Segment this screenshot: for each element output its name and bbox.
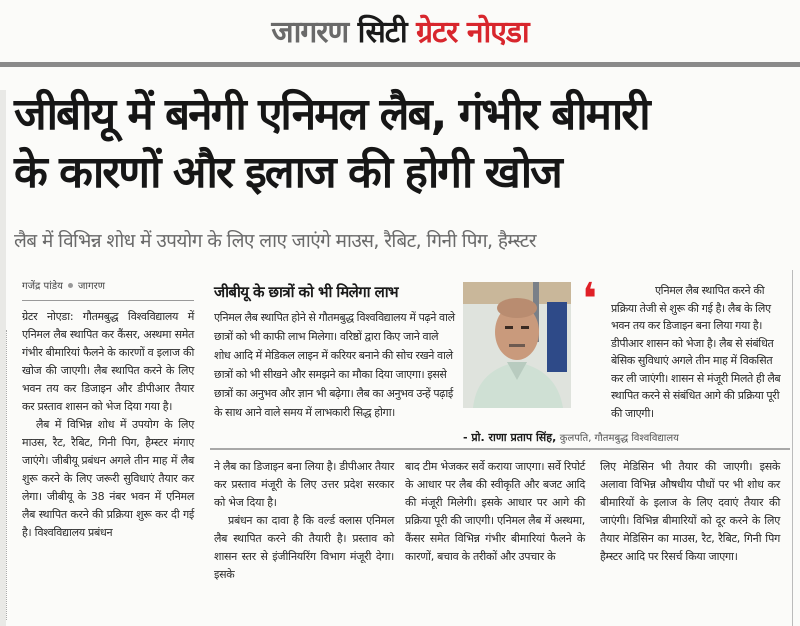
- page-right-border: [792, 270, 793, 626]
- byline: [22, 278, 105, 292]
- byline-rule: [22, 300, 194, 301]
- paragraph: बाद टीम भेजकर सर्वे कराया जाएगा। सर्वे रिपोर्ट के आधार पर लैब की स्वीकृति और बजट आदि की मंजूरी मिलेगी। इसके आधार पर आगे की प्रक्रिया पूरी की जाएगी। एनिमल लैब में अस्थमा, कैंसर समेत विभिन्न गंभीर बीमारियां फैलने के कारणों, बचाव के तरीकों और उपचार के: [405, 460, 585, 563]
- paragraph: लैब में विभिन्न शोध में उपयोग के लिए माउस, रैट, रैबिट, गिनी पिग, हैम्स्टर मंगाए जाएंगे। जीबीयू प्रबंधन अगले तीन माह में लैब शुरू करने के लिए जरूरी सुविधाएं तैयार कर लेगा। जीबीयू के 38 नंबर भवन में एनिमल लैब स्थापित करने की प्रक्रिया शुरू कर दी गई है। विश्वविद्यालय प्रबंधन: [22, 418, 194, 539]
- attribution-name: - प्रो. राणा प्रताप सिंह,: [463, 431, 557, 444]
- quote-mark-icon: ❛: [582, 274, 598, 325]
- byline-source: जागरण: [77, 281, 105, 292]
- masthead-greater-noida: ग्रेटर नोएडा: [416, 15, 529, 50]
- column-divider: [6, 330, 7, 620]
- sidebox-text: एनिमल लैब स्थापित होने से गौतमबुद्ध विश्वविद्यालय में पढ़ने वाले छात्रों को भी काफी लाभ मिलेगा। वरिष्ठों द्वारा किए जाने वाले शोध आदि में मेडिकल लाइन में करियर बनाने की सोच रखने वाले छात्रों को भी सीखने और समझने का मौका दिया जाएगा। इससे छात्रों का अनुभव और ज्ञान भी बढ़ेगा। लैब का अनुभव उन्हें पढ़ाई के साथ आने वाले समय में लाभकारी सिद्ध होगा।: [214, 311, 455, 419]
- bullet-icon: [68, 283, 73, 288]
- quote-attribution: [463, 430, 679, 445]
- paragraph: लिए मेडिसिन भी तैयार की जाएगी। इसके अलावा विभिन्न औषधीय पौधों पर भी शोध कर बीमारियों के इलाज के लिए दवाएं तैयार की जाएंगी। विभिन्न बीमारियों को दूर करने के लिए तैयार मेडिसिन का माउस, रैट, रैबिट, गिनी पिग हैम्स्टर आदि पर रिसर्च किया जाएगा।: [600, 460, 780, 563]
- paragraph: ग्रेटर नोएडा: गौतमबुद्ध विश्वविद्यालय में एनिमल लैब स्थापित कर कैंसर, अस्थमा समेत गंभीर बीमारियां फैलने के कारणों व इलाज की खोज की जाएगी। लैब स्थापित करने के लिए भवन तय कर डिजाइन और डीपीआर तैयार कर प्रस्ताव शासन को भेज दिया गया है।: [22, 310, 194, 413]
- masthead: [0, 0, 800, 62]
- article-column-4: [600, 458, 780, 566]
- masthead-city: सिटी: [357, 15, 407, 50]
- paragraph: ने लैब का डिजाइन बना लिया है। डीपीआर तैयार कर प्रस्ताव मंजूरी के लिए उत्तर प्रदेश सरकार को भेज दिया है।: [214, 460, 395, 509]
- section-rule: [210, 448, 790, 450]
- article-column-3: [405, 458, 585, 566]
- attribution-role: कुलपति, गौतमबुद्ध विश्वविद्यालय: [559, 433, 679, 444]
- article-column-2: [214, 458, 394, 584]
- sidebox-title: जीबीयू के छात्रों को भी मिलेगा लाभ: [214, 283, 398, 301]
- masthead-jagran: जागरण: [271, 15, 349, 50]
- headline-line-2: के कारणों और इलाज की होगी खोज: [14, 147, 561, 198]
- masthead-rule: [0, 62, 800, 67]
- paragraph: प्रबंधन का दावा है कि वर्ल्ड क्लास एनिमल लैब स्थापित करने की तैयारी है। प्रस्ताव को शासन स्तर से इंजीनियरिंग विभाग मंजूरी देगा। इसके: [214, 514, 394, 581]
- subheadline: लैब में विभिन्न शोध में उपयोग के लिए लाए जाएंगे माउस, रैबिट, गिनी पिग, हैम्स्टर: [14, 230, 536, 252]
- quote-body: एनिमल लैब स्थापित करने की प्रक्रिया तेजी से शुरू की गई है। लैब के लिए भवन तय कर डिजाइन बना लिया गया है। डीपीआर शासन को भेजा है। लैब से संबंधित बेसिक सुविधाएं अगले तीन माह में विकसित कर ली जाएंगी। शासन से मंजूरी मिलते ही लैब स्थापित करने से संबंधित आगे की प्रक्रिया पूरी की जाएगी।: [611, 284, 781, 420]
- article-column-1: [22, 308, 194, 542]
- masthead-logo: [271, 10, 528, 51]
- byline-author: गजेंद्र पांडेय: [22, 281, 63, 292]
- quote-text: [463, 274, 781, 422]
- headline-line-1: जीबीयू में बनेगी एनिमल लैब, गंभीर बीमारी: [14, 89, 649, 140]
- headline: [14, 86, 774, 202]
